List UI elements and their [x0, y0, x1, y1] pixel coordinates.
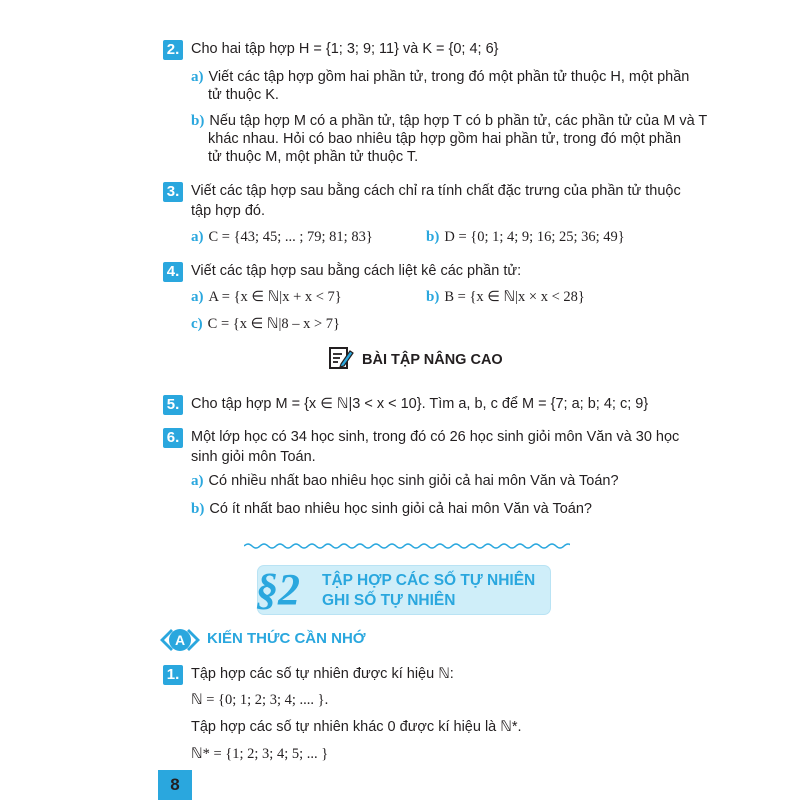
section-a-letter: A	[174, 632, 186, 648]
problem-4b-label: b)	[426, 289, 440, 305]
section-mark: §2	[256, 565, 300, 614]
problem-4-text: Viết các tập hợp sau bằng cách liệt kê các phần tử:	[191, 263, 522, 279]
problem-6a	[191, 470, 619, 492]
problem-4a-text: A = {x ∈ ℕ|x + x < 7}	[208, 289, 342, 305]
section-a-badge	[158, 627, 202, 658]
problem-2-text: Cho hai tập hợp H = {1; 3; 9; 11} và K = {0; 4; 6}	[191, 41, 499, 57]
problem-2b-line3: tử thuộc M, một phần tử thuộc T.	[208, 149, 419, 165]
problem-4c-label: c)	[191, 316, 203, 332]
problem-6a-label: a)	[191, 473, 204, 489]
knowledge-line3: Tập hợp các số tự nhiên khác 0 được kí hiệu là ℕ*.	[191, 719, 522, 735]
problem-6-number: 6.	[163, 428, 183, 448]
problem-5-text: Cho tập hợp M = {x ∈ ℕ|3 < x < 10}. Tìm a, b, c để M = {7; a; b; 4; c; 9}	[191, 396, 649, 412]
problem-6-line2: sinh giỏi môn Toán.	[191, 449, 316, 465]
problem-6b	[191, 498, 592, 520]
knowledge-item-1-number: 1.	[163, 665, 183, 685]
problem-6b-text: Có ít nhất bao nhiêu học sinh giỏi cả hai môn Văn và Toán?	[209, 501, 592, 517]
problem-2a-label: a)	[191, 69, 204, 85]
problem-2-number: 2.	[163, 40, 183, 60]
problem-4c-text: C = {x ∈ ℕ|8 – x > 7}	[207, 316, 340, 332]
advanced-exercises-heading	[328, 346, 503, 374]
problem-4a-label: a)	[191, 289, 204, 305]
pencil-note-icon	[328, 345, 354, 376]
page-number: 8	[158, 770, 192, 800]
section-title-line1: TẬP HỢP CÁC SỐ TỰ NHIÊN	[322, 572, 536, 589]
problem-5-number: 5.	[163, 395, 183, 415]
problem-2a-line2: tử thuộc K.	[208, 87, 279, 103]
problem-6b-label: b)	[191, 501, 205, 517]
knowledge-title: KIẾN THỨC CẦN NHỚ	[207, 630, 366, 647]
problem-3-number: 3.	[163, 182, 183, 202]
knowledge-line2: ℕ = {0; 1; 2; 3; 4; .... }.	[191, 692, 329, 708]
problem-4-number: 4.	[163, 262, 183, 282]
problem-3b-label: b)	[426, 229, 440, 245]
problem-6a-text: Có nhiều nhất bao nhiêu học sinh giỏi cả hai môn Văn và Toán?	[208, 473, 619, 489]
problem-3a	[191, 226, 373, 248]
section-title-line2: GHI SỐ TỰ NHIÊN	[322, 592, 456, 609]
problem-2b-line1: Nếu tập hợp M có a phần tử, tập hợp T có b phần tử, các phần tử của M và T	[209, 113, 708, 129]
problem-3b-text: D = {0; 1; 4; 9; 16; 25; 36; 49}	[444, 229, 625, 245]
advanced-exercises-title: BÀI TẬP NÂNG CAO	[362, 352, 503, 368]
problem-4a	[191, 286, 342, 308]
problem-3a-text: C = {43; 45; ... ; 79; 81; 83}	[208, 229, 373, 245]
problem-2b-line2: khác nhau. Hỏi có bao nhiêu tập hợp gồm hai phần tử, trong đó một phần	[208, 131, 682, 147]
problem-2b-label: b)	[191, 113, 205, 129]
knowledge-line1: Tập hợp các số tự nhiên được kí hiệu ℕ:	[191, 666, 454, 682]
wavy-divider	[244, 540, 570, 552]
problem-4b-text: B = {x ∈ ℕ|x × x < 28}	[444, 289, 585, 305]
problem-6-line1: Một lớp học có 34 học sinh, trong đó có 26 học sinh giỏi môn Văn và 30 học	[191, 429, 680, 445]
problem-3-line1: Viết các tập hợp sau bằng cách chỉ ra tính chất đặc trưng của phần tử thuộc	[191, 183, 681, 199]
problem-3-line2: tập hợp đó.	[191, 203, 266, 219]
problem-4c	[191, 313, 340, 335]
problem-3a-label: a)	[191, 229, 204, 245]
problem-3b	[426, 226, 625, 248]
problem-4b	[426, 286, 585, 308]
problem-2a-line1: Viết các tập hợp gồm hai phần tử, trong đó một phần tử thuộc H, một phần	[208, 69, 690, 85]
knowledge-line4: ℕ* = {1; 2; 3; 4; 5; ... }	[191, 746, 329, 762]
